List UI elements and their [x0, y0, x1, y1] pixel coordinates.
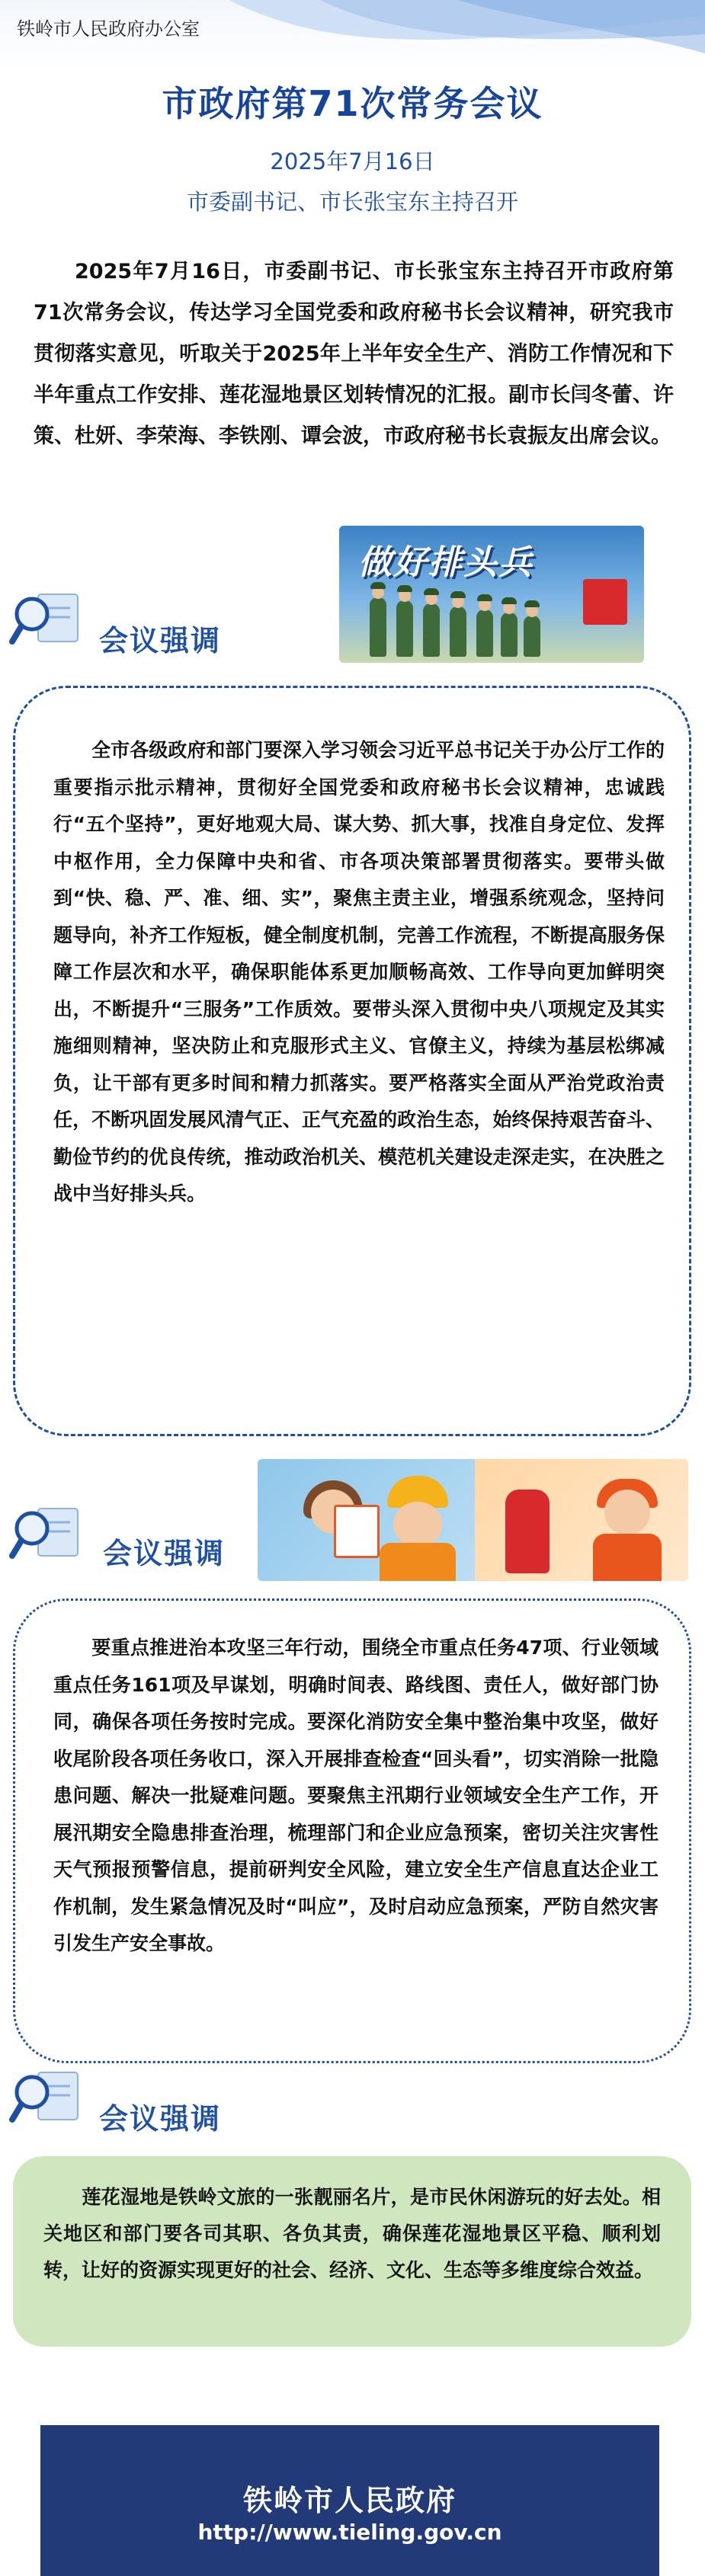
- banner-text: 做好排头兵: [358, 543, 534, 582]
- footer: [40, 2425, 659, 2576]
- soldier-figure: [423, 603, 440, 657]
- soldier-figure: [501, 613, 518, 657]
- page-title: 市政府第71次常务会议: [162, 83, 543, 124]
- fire-extinguisher: [505, 1490, 550, 1573]
- meeting-date: 2025年7月16日: [270, 149, 435, 174]
- safety-production-illustration: [258, 1459, 688, 1581]
- section-box-1: [13, 686, 691, 1436]
- meeting-host: 市委副书记、市长张宝东主持召开: [186, 189, 518, 215]
- section-text: 全市各级政府和部门要深入学习领会习近平总书记关于办公厅工作的重要指示批示精神，贯彻好全国党委和政府秘书长会议精神，忠诚践行“五个坚持”，更好地观大局、谋大势、抓大事，找准自身定位、发挥中枢作用，全力保障中央和省、市各项决策部署贯彻落实。要带头做到“快、稳、严、准、细、实”，聚焦主责主业，增强系统观念，坚持问题导向，补齐工作短板，健全制度机制，完善工作流程，不断提高服务保障工作层次和水平，确保职能体系更加顺畅高效、工作导向更加鲜明突出，不断提升“三服务”工作质效。要带头深入贯彻中央八项规定及其实施细则精神，坚决防止和克服形式主义、官僚主义，持续为基层松绑减负，让干部有更多时间和精力抓落实。要严格落实全面从严治党政治责任，不断巩固发展风清气正、正气充盈的政治生态，始终保持艰苦奋斗、勤俭节约的优良传统，推动政治机关、模范机关建设走深走实，在决胜之战中当好排头兵。: [53, 739, 665, 1205]
- section-box-3: [13, 2156, 691, 2347]
- section-title: 会议强调: [99, 624, 222, 658]
- soldiers-banner-image: [339, 526, 644, 663]
- footer-org-name: 铁岭市人民政府: [242, 2484, 457, 2517]
- worker-face: [393, 1502, 442, 1547]
- intro-paragraph: [34, 251, 674, 457]
- section-text: 要重点推进治本攻坚三年行动，围绕全市重点任务47项、行业领域重点任务161项及早谋划，明确时间表、路线图、责任人，做好部门协同，确保各项任务按时完成。要深化消防安全集中整治集中攻坚，做好收尾阶段各项任务收口，深入开展排查检查“回头看”，切实消除一批隐患问题、解决一批疑难问题。要聚焦主汛期行业领域安全生产工作，开展汛期安全隐患排查治理，梳理部门和企业应急预案，密切关注灾害性天气预报预警信息，提前研判安全风险，建立安全生产信息直达企业工作机制，发生紧急情况及时“叫应”，及时启动应急预案，严防自然灾害引发生产安全事故。: [53, 1637, 659, 1954]
- soldier-figure: [450, 606, 466, 657]
- intro-text: 2025年7月16日，市委副书记、市长张宝东主持召开市政府第71次常务会议，传达学习全国党委和政府秘书长会议精神，研究我市贯彻落实意见，听取关于2025年上半年安全生产、消防工作情况和下半年重点工作安排、莲花湿地景区划转情况的汇报。副市长闫冬蕾、许策、杜妍、李荣海、李铁刚、谭会波，市政府秘书长袁振友出席会议。: [34, 260, 674, 448]
- soldier-figure: [524, 616, 540, 657]
- magnifier-document-icon: [9, 2066, 82, 2130]
- worker-vest: [380, 1543, 456, 1581]
- red-flag: [583, 579, 627, 625]
- footer-website-link[interactable]: http://www.tieling.gov.cn: [197, 2520, 502, 2545]
- magnifier-document-icon: [9, 1502, 82, 1566]
- org-name: 铁岭市人民政府办公室: [17, 18, 200, 40]
- section-box-2: [13, 1598, 691, 2063]
- firefighter-face: [604, 1490, 650, 1535]
- soldier-figure: [476, 610, 493, 657]
- soldier-figure: [370, 597, 386, 657]
- firefighter-body: [593, 1534, 662, 1581]
- soldier-figure: [396, 600, 413, 657]
- safety-sign: [334, 1505, 380, 1558]
- section-title: 会议强调: [99, 2102, 222, 2136]
- section-title: 会议强调: [103, 1537, 226, 1570]
- section-text: 莲花湿地是铁岭文旅的一张靓丽名片，是市民休闲游玩的好去处。相关地区和部门要各司其职、各负其责，确保莲花湿地景区平稳、顺利划转，让好的资源实现更好的社会、经济、文化、生态等多维度综合效益。: [43, 2186, 661, 2281]
- magnifier-document-icon: [9, 588, 82, 652]
